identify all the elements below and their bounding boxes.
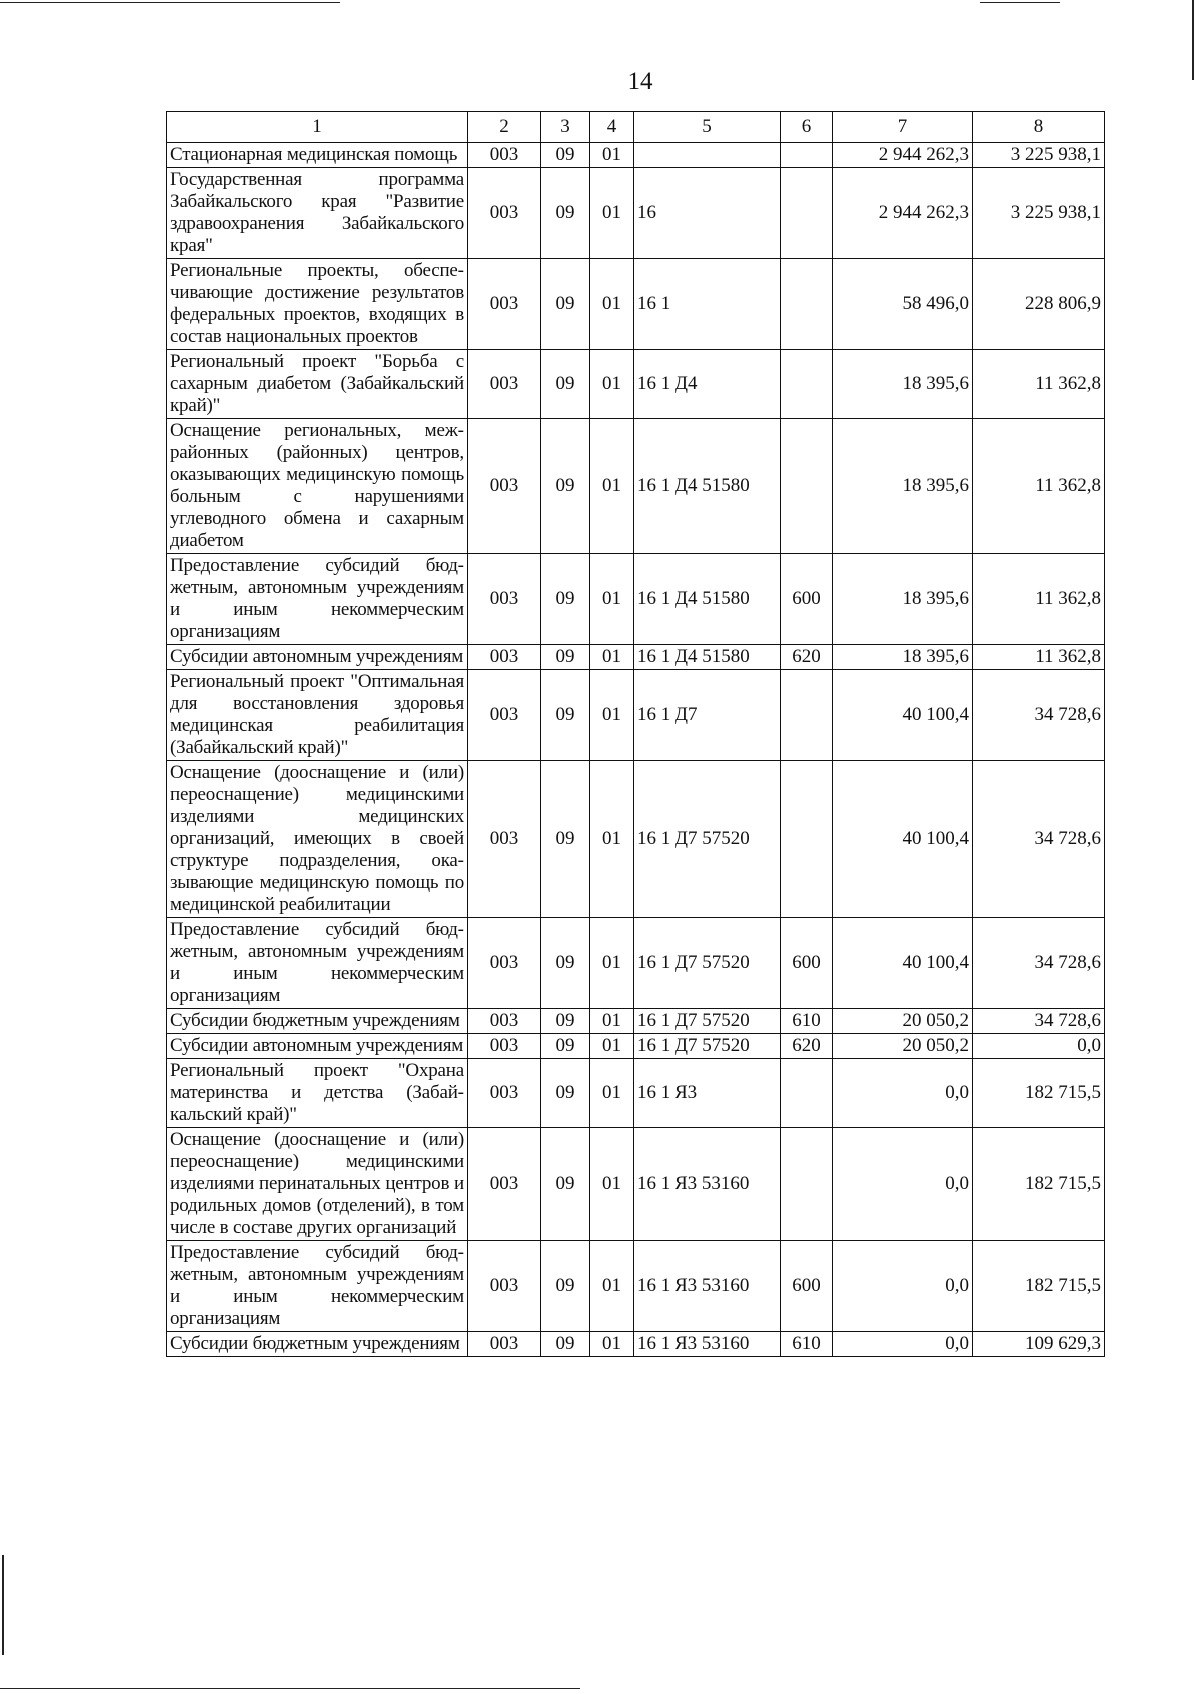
- row-code-3: 09: [541, 259, 590, 350]
- row-name: Предоставление субсидий бюджетным, автономным учреждениям и иным некоммерческим организациям: [167, 554, 468, 645]
- row-code-3: 09: [541, 761, 590, 918]
- row-code-3: 09: [541, 1128, 590, 1241]
- row-amount-8: 34 728,6: [973, 670, 1105, 761]
- row-amount-8: 228 806,9: [973, 259, 1105, 350]
- row-code-6: 620: [781, 645, 833, 670]
- row-amount-8: 11 362,8: [973, 554, 1105, 645]
- row-code-4: 01: [590, 143, 634, 168]
- header-col-6: 6: [781, 112, 833, 143]
- row-amount-7: 20 050,2: [833, 1034, 973, 1059]
- row-code-5: 16 1 Д4 51580: [634, 419, 781, 554]
- row-code-2: 003: [468, 168, 541, 259]
- row-code-3: 09: [541, 168, 590, 259]
- row-code-3: 09: [541, 1009, 590, 1034]
- row-code-6: [781, 350, 833, 419]
- row-code-4: 01: [590, 918, 634, 1009]
- row-code-5: 16 1 Д7 57520: [634, 761, 781, 918]
- row-code-6: 600: [781, 1241, 833, 1332]
- page-number: 14: [627, 68, 653, 95]
- header-col-8: 8: [973, 112, 1105, 143]
- scan-edge-line-bottom: [0, 1688, 580, 1689]
- row-amount-7: 0,0: [833, 1059, 973, 1128]
- table-row: [167, 143, 1105, 168]
- header-row: [167, 112, 1105, 143]
- table-row: [167, 918, 1105, 1009]
- header-col-5: 5: [634, 112, 781, 143]
- scan-edge-line-top-right: [980, 2, 1060, 3]
- row-name: Региональный проект "Оптимальная для восстановления здоровья медицинская реабилитация (Забайкальский край)": [167, 670, 468, 761]
- row-amount-8: 182 715,5: [973, 1128, 1105, 1241]
- row-amount-7: 0,0: [833, 1241, 973, 1332]
- row-code-6: [781, 1128, 833, 1241]
- row-amount-7: 18 395,6: [833, 554, 973, 645]
- row-code-5: 16 1 Я3: [634, 1059, 781, 1128]
- row-code-4: 01: [590, 350, 634, 419]
- row-amount-7: 58 496,0: [833, 259, 973, 350]
- header-col-1: 1: [167, 112, 468, 143]
- row-code-6: [781, 259, 833, 350]
- row-code-5: 16 1 Д4 51580: [634, 554, 781, 645]
- row-code-5: 16: [634, 168, 781, 259]
- row-name: Стационарная медицинская помощь: [167, 143, 468, 168]
- row-code-3: 09: [541, 350, 590, 419]
- row-code-4: 01: [590, 1034, 634, 1059]
- row-code-6: 610: [781, 1332, 833, 1357]
- table-row: [167, 259, 1105, 350]
- row-name: Предоставление субсидий бюджетным, автономным учреждениям и иным некоммерческим организациям: [167, 918, 468, 1009]
- row-amount-8: 34 728,6: [973, 1009, 1105, 1034]
- row-name: Субсидии автономным учреждениям: [167, 645, 468, 670]
- row-code-3: 09: [541, 1241, 590, 1332]
- row-amount-7: 2 944 262,3: [833, 143, 973, 168]
- row-code-4: 01: [590, 168, 634, 259]
- scan-edge-line-top: [0, 2, 340, 3]
- row-code-6: [781, 1059, 833, 1128]
- row-code-4: 01: [590, 554, 634, 645]
- row-code-2: 003: [468, 350, 541, 419]
- row-amount-8: 3 225 938,1: [973, 168, 1105, 259]
- row-code-2: 003: [468, 1128, 541, 1241]
- row-code-2: 003: [468, 670, 541, 761]
- row-code-3: 09: [541, 1059, 590, 1128]
- header-col-7: 7: [833, 112, 973, 143]
- row-code-3: 09: [541, 554, 590, 645]
- row-code-3: 09: [541, 419, 590, 554]
- row-amount-7: 20 050,2: [833, 1009, 973, 1034]
- row-code-5: 16 1 Д7 57520: [634, 918, 781, 1009]
- row-name: Региональный проект "Борьба с сахарным диабетом (Забайкальский край)": [167, 350, 468, 419]
- row-code-2: 003: [468, 143, 541, 168]
- header-col-3: 3: [541, 112, 590, 143]
- row-code-5: 16 1 Я3 53160: [634, 1128, 781, 1241]
- row-code-4: 01: [590, 1059, 634, 1128]
- row-code-6: [781, 761, 833, 918]
- row-code-4: 01: [590, 670, 634, 761]
- table-row: [167, 554, 1105, 645]
- row-code-2: 003: [468, 1332, 541, 1357]
- row-amount-7: 40 100,4: [833, 761, 973, 918]
- row-code-6: 600: [781, 918, 833, 1009]
- header-col-2: 2: [468, 112, 541, 143]
- row-name: Субсидии бюджетным учреждениям: [167, 1009, 468, 1034]
- row-amount-8: 0,0: [973, 1034, 1105, 1059]
- row-code-6: [781, 168, 833, 259]
- row-name: Государственная программа Забайкальского края "Развитие здравоохранения Забайкальского края": [167, 168, 468, 259]
- row-amount-7: 40 100,4: [833, 670, 973, 761]
- row-code-5: 16 1 Д7 57520: [634, 1009, 781, 1034]
- row-amount-8: 34 728,6: [973, 918, 1105, 1009]
- row-amount-8: 34 728,6: [973, 761, 1105, 918]
- table-row: [167, 168, 1105, 259]
- row-amount-7: 40 100,4: [833, 918, 973, 1009]
- row-code-4: 01: [590, 259, 634, 350]
- row-code-2: 003: [468, 1009, 541, 1034]
- row-code-5: 16 1 Д4: [634, 350, 781, 419]
- row-code-3: 09: [541, 1034, 590, 1059]
- row-code-6: 610: [781, 1009, 833, 1034]
- row-code-3: 09: [541, 645, 590, 670]
- row-amount-8: 182 715,5: [973, 1059, 1105, 1128]
- row-code-5: 16 1 Д7: [634, 670, 781, 761]
- row-code-2: 003: [468, 1241, 541, 1332]
- table-row: [167, 419, 1105, 554]
- row-name: Оснащение (дооснащение и (или) переоснащение) медицинскими изделиями перинатальных центров и родильных домов (отделений), в том числе в составе других организаций: [167, 1128, 468, 1241]
- row-name: Оснащение региональных, межрайонных (районных) центров, оказывающих медицинскую помощь больным с нарушениями углеводного обмена и сахарным диабетом: [167, 419, 468, 554]
- row-amount-8: 3 225 938,1: [973, 143, 1105, 168]
- row-code-2: 003: [468, 1034, 541, 1059]
- row-code-4: 01: [590, 1009, 634, 1034]
- table-row: [167, 1059, 1105, 1128]
- table-row: [167, 1034, 1105, 1059]
- row-code-6: 620: [781, 1034, 833, 1059]
- table-row: [167, 670, 1105, 761]
- row-name: Региональные проекты, обеспечивающие достижение результатов федеральных проектов, входящих в состав национальных проектов: [167, 259, 468, 350]
- row-code-4: 01: [590, 645, 634, 670]
- budget-table: [166, 111, 1105, 1357]
- table-row: [167, 1128, 1105, 1241]
- row-code-2: 003: [468, 419, 541, 554]
- row-code-5: 16 1 Я3 53160: [634, 1332, 781, 1357]
- row-code-5: 16 1 Д4 51580: [634, 645, 781, 670]
- row-code-4: 01: [590, 419, 634, 554]
- row-code-4: 01: [590, 1332, 634, 1357]
- row-code-6: [781, 670, 833, 761]
- row-amount-7: 18 395,6: [833, 419, 973, 554]
- row-code-3: 09: [541, 1332, 590, 1357]
- table-body: [167, 143, 1105, 1357]
- row-code-5: [634, 143, 781, 168]
- header-col-4: 4: [590, 112, 634, 143]
- row-amount-7: 0,0: [833, 1332, 973, 1357]
- row-amount-7: 18 395,6: [833, 350, 973, 419]
- table-row: [167, 645, 1105, 670]
- row-name: Субсидии бюджетным учреждениям: [167, 1332, 468, 1357]
- row-amount-8: 11 362,8: [973, 350, 1105, 419]
- table-row: [167, 1009, 1105, 1034]
- table-row: [167, 1241, 1105, 1332]
- row-code-5: 16 1: [634, 259, 781, 350]
- row-code-2: 003: [468, 554, 541, 645]
- table-row: [167, 761, 1105, 918]
- row-code-2: 003: [468, 1059, 541, 1128]
- table-row: [167, 350, 1105, 419]
- row-code-4: 01: [590, 1128, 634, 1241]
- row-code-4: 01: [590, 1241, 634, 1332]
- row-amount-8: 11 362,8: [973, 645, 1105, 670]
- scan-edge-line-left: [2, 1555, 4, 1655]
- row-name: Субсидии автономным учреждениям: [167, 1034, 468, 1059]
- row-code-3: 09: [541, 143, 590, 168]
- row-amount-7: 18 395,6: [833, 645, 973, 670]
- row-code-2: 003: [468, 918, 541, 1009]
- row-amount-8: 11 362,8: [973, 419, 1105, 554]
- row-code-3: 09: [541, 918, 590, 1009]
- row-code-2: 003: [468, 761, 541, 918]
- row-code-6: 600: [781, 554, 833, 645]
- row-code-5: 16 1 Я3 53160: [634, 1241, 781, 1332]
- row-name: Оснащение (дооснащение и (или) переоснащение) медицинскими изделиями медицинских организаций, имеющих в своей структуре подразделения, оказывающие медицинскую помощь по медицинской реабилитации: [167, 761, 468, 918]
- row-amount-7: 2 944 262,3: [833, 168, 973, 259]
- row-code-6: [781, 419, 833, 554]
- row-code-2: 003: [468, 645, 541, 670]
- row-amount-8: 109 629,3: [973, 1332, 1105, 1357]
- row-code-3: 09: [541, 670, 590, 761]
- row-amount-7: 0,0: [833, 1128, 973, 1241]
- row-amount-8: 182 715,5: [973, 1241, 1105, 1332]
- row-name: Предоставление субсидий бюджетным, автономным учреждениям и иным некоммерческим организациям: [167, 1241, 468, 1332]
- row-code-2: 003: [468, 259, 541, 350]
- row-code-4: 01: [590, 761, 634, 918]
- table-row: [167, 1332, 1105, 1357]
- row-code-6: [781, 143, 833, 168]
- row-code-5: 16 1 Д7 57520: [634, 1034, 781, 1059]
- row-name: Региональный проект "Охрана материнства и детства (Забайкальский край)": [167, 1059, 468, 1128]
